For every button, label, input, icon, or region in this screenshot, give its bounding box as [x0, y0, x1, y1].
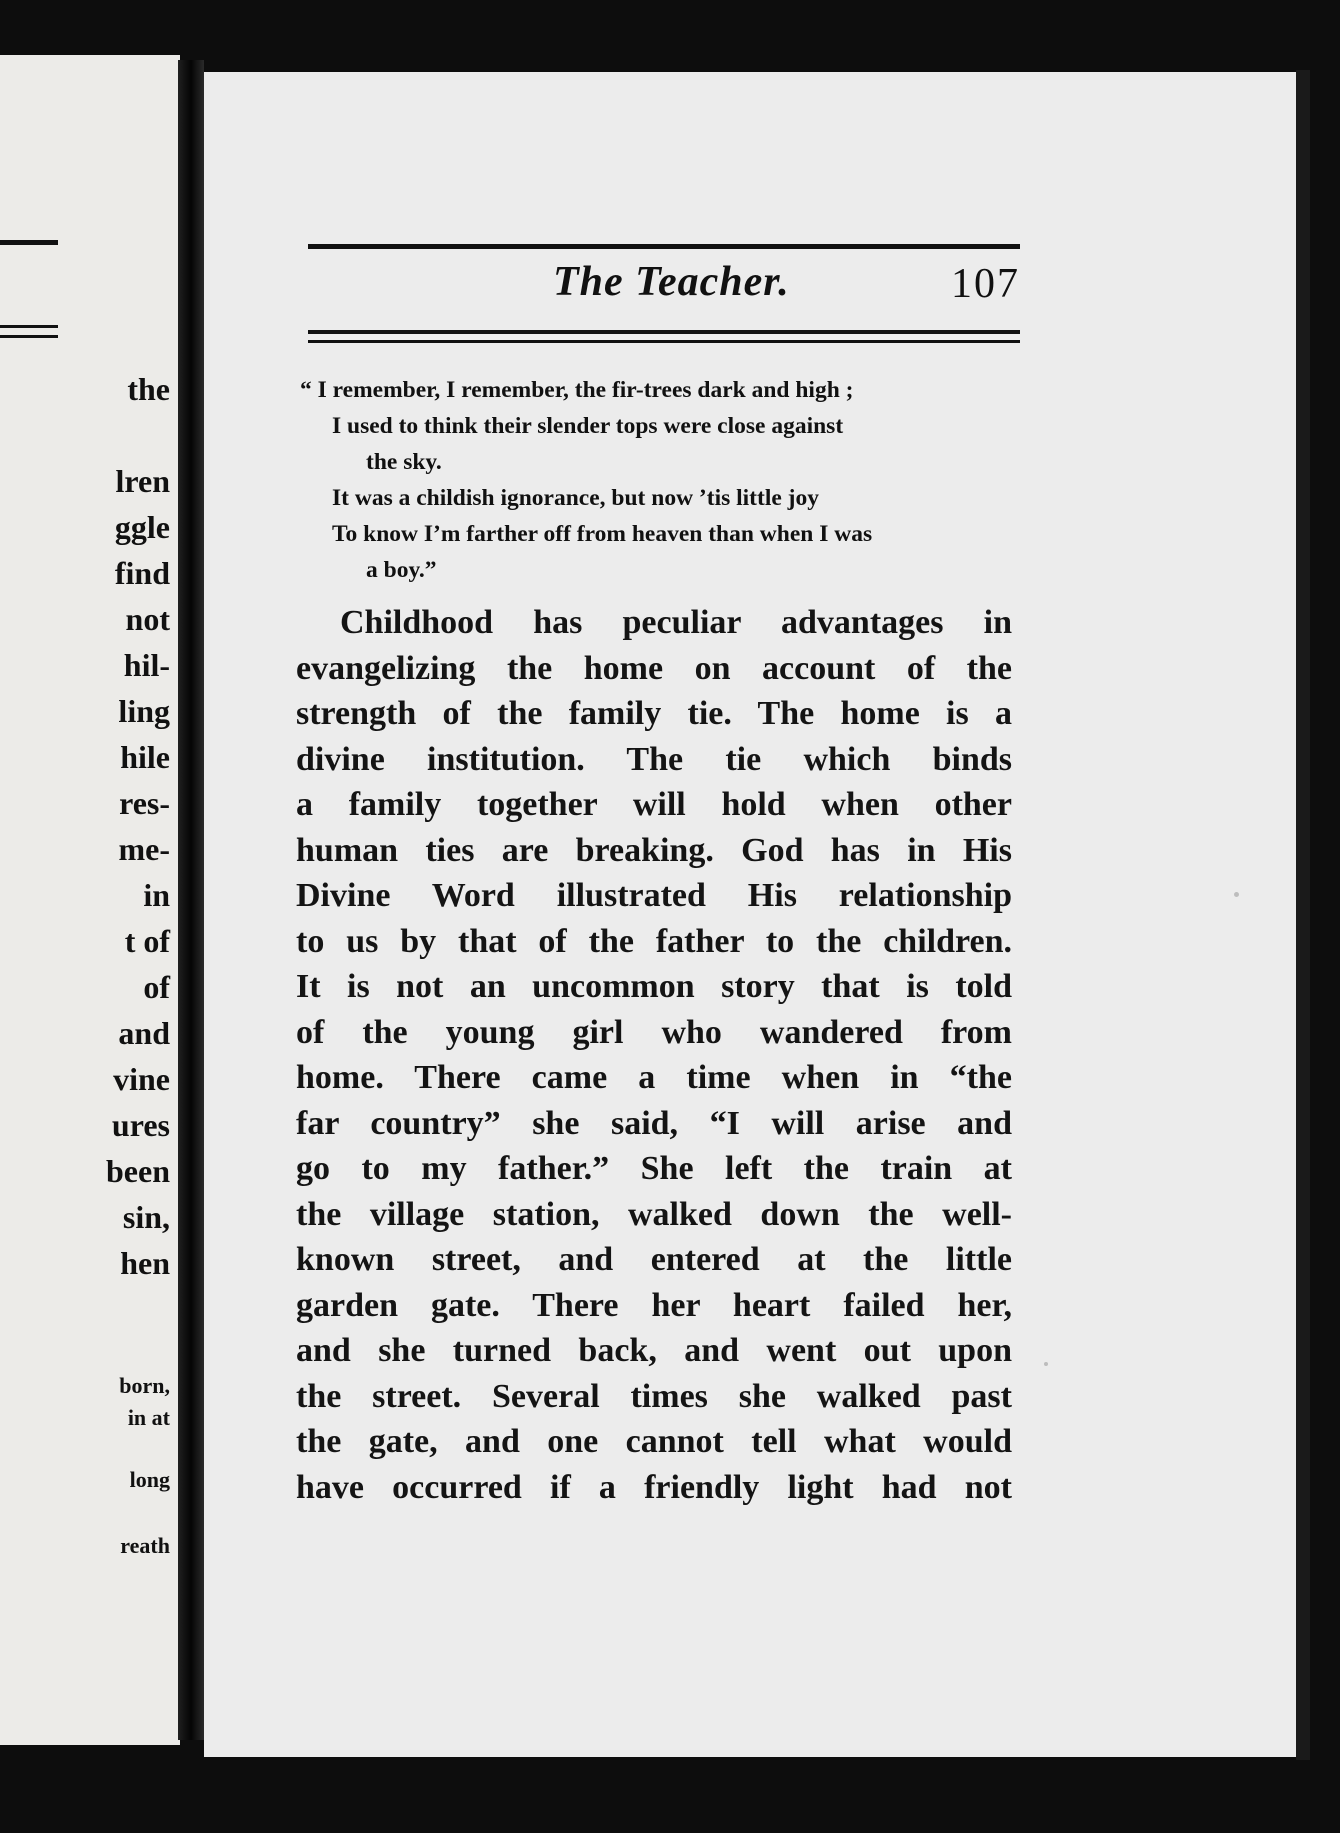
left-fragment: res- [119, 785, 170, 821]
head-rule-top [308, 244, 1020, 249]
body-paragraph [296, 600, 1012, 1510]
head-rule-bottom-1 [308, 330, 1020, 334]
body-line: evangelizing the home on account of the [296, 649, 1012, 687]
left-fragment: sin, [122, 1199, 170, 1235]
running-head [308, 258, 1020, 308]
left-fragment: me- [118, 831, 170, 867]
left-fragment: hil- [123, 647, 170, 683]
left-fragment: in at [127, 1405, 170, 1430]
paper-speck [1234, 892, 1239, 897]
poem-line: a boy.” [366, 557, 437, 583]
body-line: Divine Word illustrated His relationship [296, 877, 1012, 914]
body-line: home. There came a time when in “the [296, 1059, 1012, 1096]
left-fragment: in [143, 877, 170, 913]
body-line: to us by that of the father to the children. [296, 922, 1012, 960]
left-fragment: born, [119, 1373, 170, 1398]
body-line: It is not an uncommon story that is told [296, 968, 1012, 1005]
left-page-rule-top [0, 240, 58, 245]
page-edge-shadow [1296, 70, 1310, 1760]
left-fragment: and [118, 1015, 170, 1051]
running-title: The Teacher. [553, 259, 790, 305]
left-fragment: of [143, 969, 170, 1005]
left-fragment: reath [120, 1533, 170, 1558]
left-facing-page [0, 55, 180, 1745]
body-line: the gate, and one cannot tell what would [296, 1423, 1012, 1460]
left-fragment: long [129, 1467, 170, 1492]
left-fragment: t of [124, 923, 170, 959]
body-line: go to my father.” She left the train at [296, 1150, 1012, 1187]
body-line: a family together will hold when other [296, 786, 1012, 823]
page-number: 107 [951, 261, 1020, 307]
body-line: strength of the family tie. The home is a [296, 695, 1012, 732]
left-fragment: ures [111, 1107, 170, 1143]
left-fragment: lren [115, 463, 170, 499]
paper-speck [1044, 1362, 1048, 1366]
poem-quotation [300, 372, 1022, 588]
left-fragment: not [125, 601, 170, 637]
left-fragment: the [127, 371, 170, 407]
left-fragment: ling [118, 693, 170, 729]
left-fragment: hen [120, 1245, 170, 1281]
head-rule-bottom-2 [308, 340, 1020, 343]
left-fragment: been [106, 1153, 170, 1189]
poem-line: “ I remember, I remember, the fir-trees dark and high ; [300, 377, 854, 403]
body-line: garden gate. There her heart failed her, [296, 1286, 1012, 1324]
left-page-rule-bottom-2 [0, 335, 58, 338]
left-fragment: hile [120, 739, 170, 775]
body-line: the village station, walked down the well- [296, 1195, 1012, 1233]
left-fragment: find [114, 555, 170, 591]
poem-line: To know I’m farther off from heaven than when I was [332, 521, 873, 547]
poem-line: I used to think their slender tops were close against [332, 413, 844, 439]
body-line: human ties are breaking. God has in His [296, 831, 1012, 869]
body-line: divine institution. The tie which binds [296, 740, 1012, 778]
left-page-rule-bottom [0, 325, 58, 328]
left-fragment: vine [113, 1061, 170, 1097]
body-line: and she turned back, and went out upon [296, 1332, 1012, 1369]
poem-line: It was a childish ignorance, but now ’tis little joy [332, 485, 819, 511]
poem-line: the sky. [366, 449, 442, 475]
body-line: the street. Several times she walked past [296, 1377, 1012, 1415]
body-line: Childhood has peculiar advantages in [340, 604, 1012, 641]
body-line: of the young girl who wandered from [296, 1013, 1012, 1051]
body-line: known street, and entered at the little [296, 1241, 1012, 1278]
body-line: far country” she said, “I will arise and [296, 1104, 1012, 1142]
body-line: have occurred if a friendly light had not [296, 1468, 1012, 1506]
left-fragment: ggle [114, 509, 170, 545]
book-spine-gutter [178, 60, 204, 1740]
